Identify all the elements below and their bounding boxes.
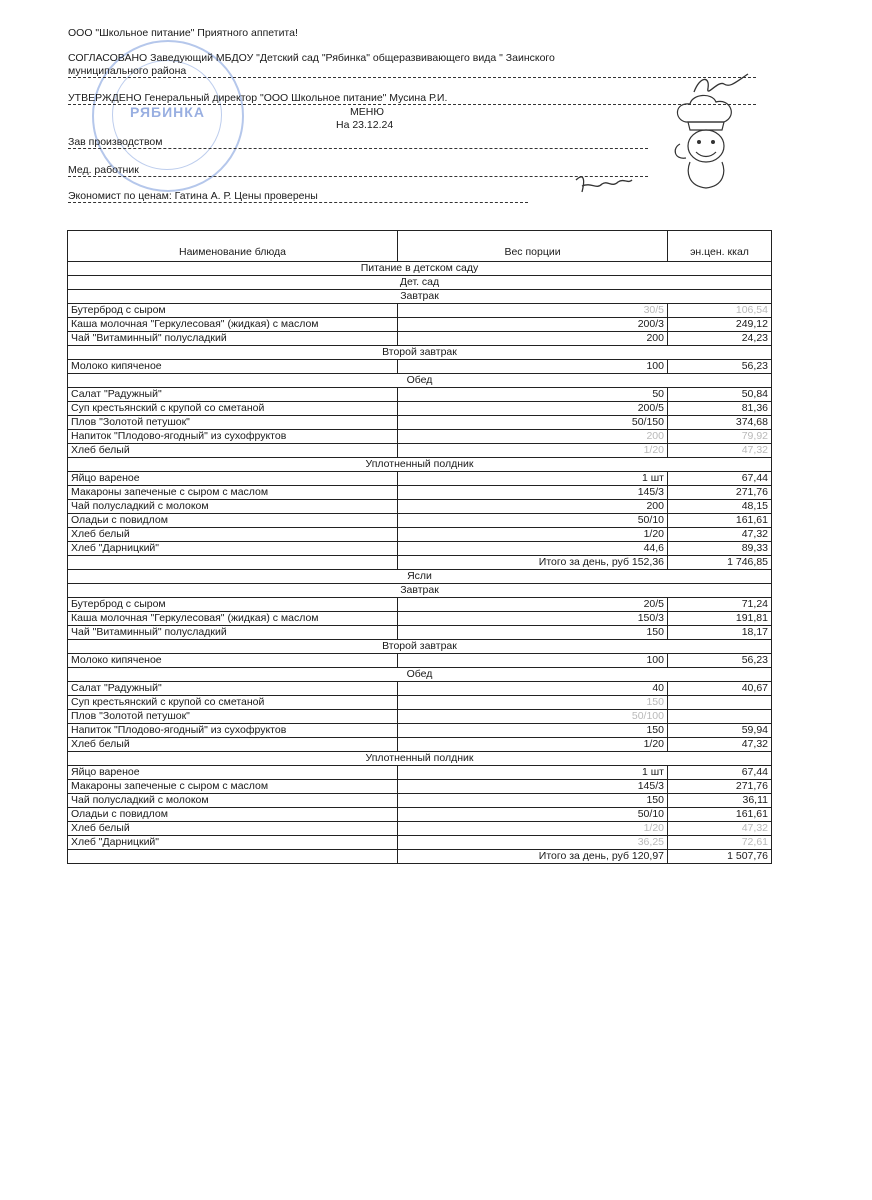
section-title: Ясли [68,570,772,584]
portion-weight: 150 [398,626,668,640]
energy-kcal: 47,32 [668,822,772,836]
dish-name: Яйцо вареное [68,472,398,486]
energy-kcal: 47,32 [668,528,772,542]
table-row [68,332,772,346]
energy-kcal: 40,67 [668,682,772,696]
menu-table [67,230,772,864]
table-row [68,710,772,724]
approved-line: УТВЕРЖДЕНО Генеральный директор "ООО Школьное питание" Мусина Р.И. [68,92,756,105]
table-row [68,304,772,318]
dish-name: Суп крестьянский с крупой со сметаной [68,696,398,710]
dish-name: Оладьи с повидлом [68,514,398,528]
energy-kcal: 89,33 [668,542,772,556]
portion-weight: 1 шт [398,766,668,780]
dish-name: Молоко кипяченое [68,360,398,374]
portion-weight: 50/10 [398,514,668,528]
portion-weight: 1/20 [398,444,668,458]
meal-title: Уплотненный полдник [68,752,772,766]
portion-weight: 145/3 [398,486,668,500]
energy-kcal: 271,76 [668,486,772,500]
portion-weight: 150/3 [398,612,668,626]
energy-kcal: 48,15 [668,500,772,514]
dish-name: Хлеб белый [68,444,398,458]
table-row [68,738,772,752]
dish-name: Хлеб "Дарницкий" [68,542,398,556]
portion-weight: 50/100 [398,710,668,724]
table-row [68,388,772,402]
energy-kcal: 249,12 [668,318,772,332]
table-row [68,682,772,696]
portion-weight: 1/20 [398,528,668,542]
portion-weight: 40 [398,682,668,696]
portion-weight: 50/150 [398,416,668,430]
section-title-row [68,570,772,584]
section-title: Дет. сад [68,276,772,290]
dish-name: Суп крестьянский с крупой со сметаной [68,402,398,416]
table-row [68,836,772,850]
table-row [68,402,772,416]
section-title-row [68,276,772,290]
portion-weight: 200 [398,500,668,514]
energy-kcal: 50,84 [668,388,772,402]
dish-name: Молоко кипяченое [68,654,398,668]
portion-weight: 145/3 [398,780,668,794]
meal-title-row [68,668,772,682]
meal-title: Завтрак [68,584,772,598]
dish-name: Бутерброд с сыром [68,304,398,318]
energy-kcal: 72,61 [668,836,772,850]
portion-weight: 50 [398,388,668,402]
table-row [68,472,772,486]
table-row [68,724,772,738]
company-line: ООО "Школьное питание" Приятного аппетита! [68,27,298,39]
agreed-line-2: муниципального района [68,65,756,78]
dish-name: Макароны запеченые с сыром с маслом [68,486,398,500]
table-row [68,808,772,822]
total-row [68,556,772,570]
energy-kcal: 374,68 [668,416,772,430]
portion-weight: 50/10 [398,808,668,822]
column-header-dish: Наименование блюда [68,231,398,262]
dish-name: Яйцо вареное [68,766,398,780]
portion-weight: 200 [398,332,668,346]
table-row [68,626,772,640]
table-row [68,654,772,668]
dish-name: Хлеб белый [68,738,398,752]
table-row [68,794,772,808]
dish-name: Макароны запеченые с сыром с маслом [68,780,398,794]
table-header-row [68,231,772,262]
energy-kcal [668,710,772,724]
chef-illustration [666,92,746,192]
table-row [68,416,772,430]
energy-kcal: 271,76 [668,780,772,794]
dish-name: Салат "Радужный" [68,388,398,402]
table-row [68,542,772,556]
table-row [68,528,772,542]
meal-title-row [68,640,772,654]
dish-name: Хлеб "Дарницкий" [68,836,398,850]
meal-title-row [68,346,772,360]
energy-kcal: 79,92 [668,430,772,444]
meal-title: Уплотненный полдник [68,458,772,472]
dish-name: Чай полусладкий с молоком [68,500,398,514]
med-worker-line: Мед. работник [68,164,648,177]
table-row [68,486,772,500]
dish-name: Каша молочная "Геркулесовая" (жидкая) с маслом [68,612,398,626]
meal-title-row [68,374,772,388]
energy-kcal: 24,23 [668,332,772,346]
energy-kcal: 67,44 [668,472,772,486]
production-head-line: Зав производством [68,136,648,149]
menu-date: На 23.12.24 [336,119,394,131]
dish-name: Хлеб белый [68,822,398,836]
dish-name: Каша молочная "Геркулесовая" (жидкая) с маслом [68,318,398,332]
table-row [68,500,772,514]
dish-name: Бутерброд с сыром [68,598,398,612]
energy-kcal: 56,23 [668,360,772,374]
stamp-text: РЯБИНКА [130,104,205,120]
dish-name: Салат "Радужный" [68,682,398,696]
meal-title-row [68,458,772,472]
table-row [68,766,772,780]
table-row [68,444,772,458]
total-empty-cell [68,850,398,864]
agreed-line: СОГЛАСОВАНО Заведующий МБДОУ "Детский сад "Рябинка" общеразвивающего вида " Заинского [68,52,555,64]
energy-kcal: 67,44 [668,766,772,780]
table-row [68,696,772,710]
table-row [68,612,772,626]
energy-kcal: 81,36 [668,402,772,416]
dish-name: Оладьи с повидлом [68,808,398,822]
energy-kcal: 36,11 [668,794,772,808]
energy-kcal: 191,81 [668,612,772,626]
table-row [68,360,772,374]
portion-weight: 36,25 [398,836,668,850]
economist-signature [572,172,636,198]
portion-weight: 200/5 [398,402,668,416]
portion-weight: 1/20 [398,822,668,836]
dish-name: Хлеб белый [68,528,398,542]
portion-weight: 20/5 [398,598,668,612]
energy-kcal: 106,54 [668,304,772,318]
energy-kcal: 59,94 [668,724,772,738]
group-title-row [68,262,772,276]
portion-weight: 100 [398,360,668,374]
dish-name: Чай "Витаминный" полусладкий [68,332,398,346]
group-title: Питание в детском саду [68,262,772,276]
energy-kcal: 71,24 [668,598,772,612]
table-row [68,318,772,332]
energy-kcal: 18,17 [668,626,772,640]
meal-title-row [68,752,772,766]
column-header-weight: Вес порции [398,231,668,262]
total-label: Итого за день, руб 120,97 [398,850,668,864]
table-row [68,822,772,836]
portion-weight: 200 [398,430,668,444]
portion-weight: 44,6 [398,542,668,556]
menu-table-body [68,231,772,864]
energy-kcal: 56,23 [668,654,772,668]
portion-weight: 1/20 [398,738,668,752]
total-label: Итого за день, руб 152,36 [398,556,668,570]
column-header-kcal: эн.цен. ккал [668,231,772,262]
meal-title-row [68,584,772,598]
meal-title: Второй завтрак [68,346,772,360]
meal-title: Обед [68,668,772,682]
total-kcal: 1 507,76 [668,850,772,864]
energy-kcal: 161,61 [668,514,772,528]
meal-title: Завтрак [68,290,772,304]
dish-name: Чай "Витаминный" полусладкий [68,626,398,640]
total-row [68,850,772,864]
total-empty-cell [68,556,398,570]
portion-weight: 150 [398,696,668,710]
portion-weight: 150 [398,724,668,738]
portion-weight: 200/3 [398,318,668,332]
table-row [68,780,772,794]
portion-weight: 150 [398,794,668,808]
portion-weight: 1 шт [398,472,668,486]
table-row [68,598,772,612]
energy-kcal: 161,61 [668,808,772,822]
table-row [68,514,772,528]
energy-kcal [668,696,772,710]
dish-name: Плов "Золотой петушок" [68,416,398,430]
energy-kcal: 47,32 [668,444,772,458]
total-kcal: 1 746,85 [668,556,772,570]
energy-kcal: 47,32 [668,738,772,752]
economist-line: Экономист по ценам: Гатина А. Р. Цены проверены [68,190,528,203]
portion-weight: 100 [398,654,668,668]
meal-title: Второй завтрак [68,640,772,654]
dish-name: Напиток "Плодово-ягодный" из сухофруктов [68,430,398,444]
dish-name: Напиток "Плодово-ягодный" из сухофруктов [68,724,398,738]
dish-name: Плов "Золотой петушок" [68,710,398,724]
menu-title: МЕНЮ [350,106,384,118]
portion-weight: 30/5 [398,304,668,318]
meal-title-row [68,290,772,304]
meal-title: Обед [68,374,772,388]
table-row [68,430,772,444]
dish-name: Чай полусладкий с молоком [68,794,398,808]
